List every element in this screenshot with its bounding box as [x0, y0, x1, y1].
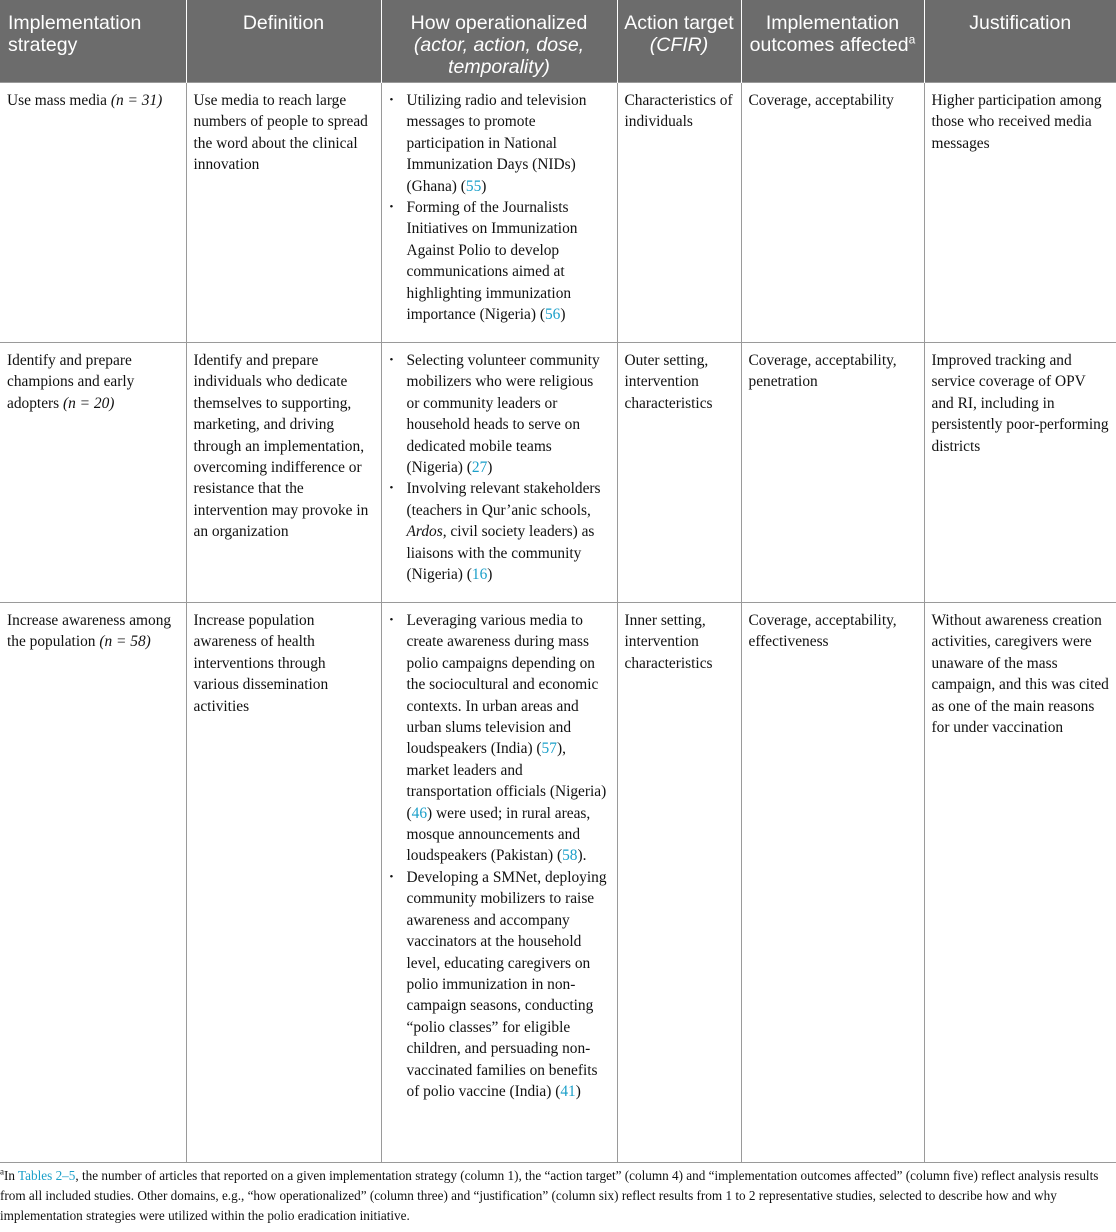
item-text: Forming of the Journalists Initiatives on Immunization Against Polio to develop communications aimed at highlighting immunization importance (Nigeria) (	[406, 199, 578, 324]
cell-justification: Improved tracking and service coverage of OPV and RI, including in persistently poor-performing districts	[924, 343, 1116, 603]
header-row	[0, 0, 1116, 83]
list-item	[407, 610, 610, 867]
cell-justification: Higher participation among those who received media messages	[924, 83, 1116, 343]
item-text: Leveraging various media to create awareness during mass polio campaigns depending on the sociocultural and economic contexts. In urban areas and urban slums television and loudspeakers (India) (	[406, 612, 599, 758]
item-text-cont: , civil society leaders) as liaisons with the community (Nigeria) (	[406, 523, 595, 584]
footnote-marker: a	[0, 1166, 4, 1177]
strategy-name: Identify and prepare champions and early adopters	[7, 352, 135, 412]
strategy-count: (n = 20)	[63, 394, 115, 412]
reference-link[interactable]: 56	[544, 306, 561, 324]
table-row	[0, 83, 1116, 343]
cell-action-target: Outer setting, intervention characteristics	[617, 343, 741, 603]
item-text-cont: ), market leaders and transportation officials (Nigeria) (	[406, 740, 607, 822]
item-text-italic: Ardos	[406, 523, 443, 541]
list-item	[407, 197, 610, 325]
header-definition: Definition	[186, 0, 381, 83]
cell-strategy	[0, 603, 186, 1163]
item-text-end: )	[487, 459, 493, 477]
list-item	[407, 350, 610, 478]
header-how-operationalized	[381, 0, 617, 83]
cell-outcomes: Coverage, acceptability, effectiveness	[741, 603, 924, 1163]
cell-action-target: Characteristics of individuals	[617, 83, 741, 343]
cell-justification: Without awareness creation activities, caregivers were unaware of the mass campaign, and this was cited as one of the main reasons for under vaccination	[924, 603, 1116, 1163]
table-footnote	[0, 1162, 1116, 1226]
header-footnote-marker: a	[908, 32, 916, 47]
item-text-cont: ) were used; in rural areas, mosque announcements and loudspeakers (Pakistan) (	[406, 804, 591, 865]
item-text-end: ).	[577, 847, 587, 865]
strategy-count: (n = 58)	[99, 633, 151, 651]
cell-how-operationalized	[381, 603, 617, 1163]
header-action-target	[617, 0, 741, 83]
list-item	[407, 90, 610, 197]
item-text-end: )	[481, 177, 487, 195]
cell-how-operationalized	[381, 83, 617, 343]
header-how-operationalized-main: How operationalized	[410, 12, 588, 34]
cell-strategy	[0, 83, 186, 343]
cell-strategy	[0, 343, 186, 603]
reference-link[interactable]: 41	[560, 1082, 576, 1100]
reference-link[interactable]: 57	[541, 740, 557, 758]
strategy-count: (n = 31)	[110, 92, 163, 109]
item-text-end: )	[487, 566, 493, 584]
item-text-end: )	[575, 1082, 581, 1100]
table-row	[0, 343, 1116, 603]
reference-link[interactable]: 46	[411, 804, 428, 822]
cell-definition: Increase population awareness of health interventions through various dissemination activities	[186, 603, 381, 1163]
reference-link[interactable]: 16	[471, 566, 488, 584]
header-how-operationalized-sub: (actor, action, dose, temporality)	[413, 34, 585, 78]
reference-link[interactable]: 55	[465, 177, 482, 195]
reference-link[interactable]: 58	[562, 847, 578, 865]
header-justification: Justification	[924, 0, 1116, 83]
footnote-prefix: In	[4, 1168, 19, 1183]
reference-link[interactable]: 27	[471, 459, 488, 477]
cell-action-target: Inner setting, intervention characteristics	[617, 603, 741, 1163]
list-item	[407, 867, 610, 1102]
header-action-target-sub: (CFIR)	[649, 34, 709, 56]
item-text: Involving relevant stakeholders (teachers in Qur’anic schools,	[406, 480, 601, 519]
table-row	[0, 603, 1116, 1163]
tables-link[interactable]: Tables 2–5	[18, 1168, 76, 1183]
strategy-name: Increase awareness among the population	[7, 612, 172, 651]
cell-outcomes: Coverage, acceptability, penetration	[741, 343, 924, 603]
cell-outcomes: Coverage, acceptability	[741, 83, 924, 343]
cell-definition: Use media to reach large numbers of people to spread the word about the clinical innovation	[186, 83, 381, 343]
header-implementation-strategy: Implementation strategy	[0, 0, 186, 83]
operationalized-list	[389, 610, 610, 1102]
cell-how-operationalized	[381, 343, 617, 603]
strategy-name: Use mass media	[7, 92, 108, 109]
item-text: Developing a SMNet, deploying community mobilizers to raise awareness and accompany vaccinators at the household level, educating caregivers on polio immunization in non-campaign seasons, conducting “polio classes” for eligible children, and persuading non-vaccinated families on benefits of polio vaccine (India) (	[406, 868, 607, 1100]
item-text-end: )	[560, 306, 566, 324]
operationalized-list	[389, 350, 610, 585]
list-item	[407, 478, 610, 585]
operationalized-list	[389, 90, 610, 325]
item-text: Utilizing radio and television messages to promote participation in National Immunization Days (NIDs) (Ghana) (	[406, 92, 587, 195]
footnote-text: , the number of articles that reported on a given implementation strategy (column 1), the “action target” (column 4) and “implementation outcomes affected” (column five) reflect analysis results from all included studies. Other domains, e.g., “how operationalized” (column three) and “justification” (column six) reflect results from 1 to 2 representative studies, selected to describe how and why implementation strategies were utilized within the polio eradication initiative.	[0, 1168, 1099, 1223]
cell-definition: Identify and prepare individuals who dedicate themselves to supporting, marketing, and driving through an implementation, overcoming indifference or resistance that the intervention may provoke in an organization	[186, 343, 381, 603]
header-implementation-outcomes-main: Implementation outcomes affected	[749, 12, 909, 56]
header-action-target-main: Action target	[624, 12, 734, 34]
item-text: Selecting volunteer community mobilizers who were religious or community leaders or household heads to serve on dedicated mobile teams (Nigeria) (	[406, 352, 600, 477]
header-implementation-outcomes	[741, 0, 924, 83]
